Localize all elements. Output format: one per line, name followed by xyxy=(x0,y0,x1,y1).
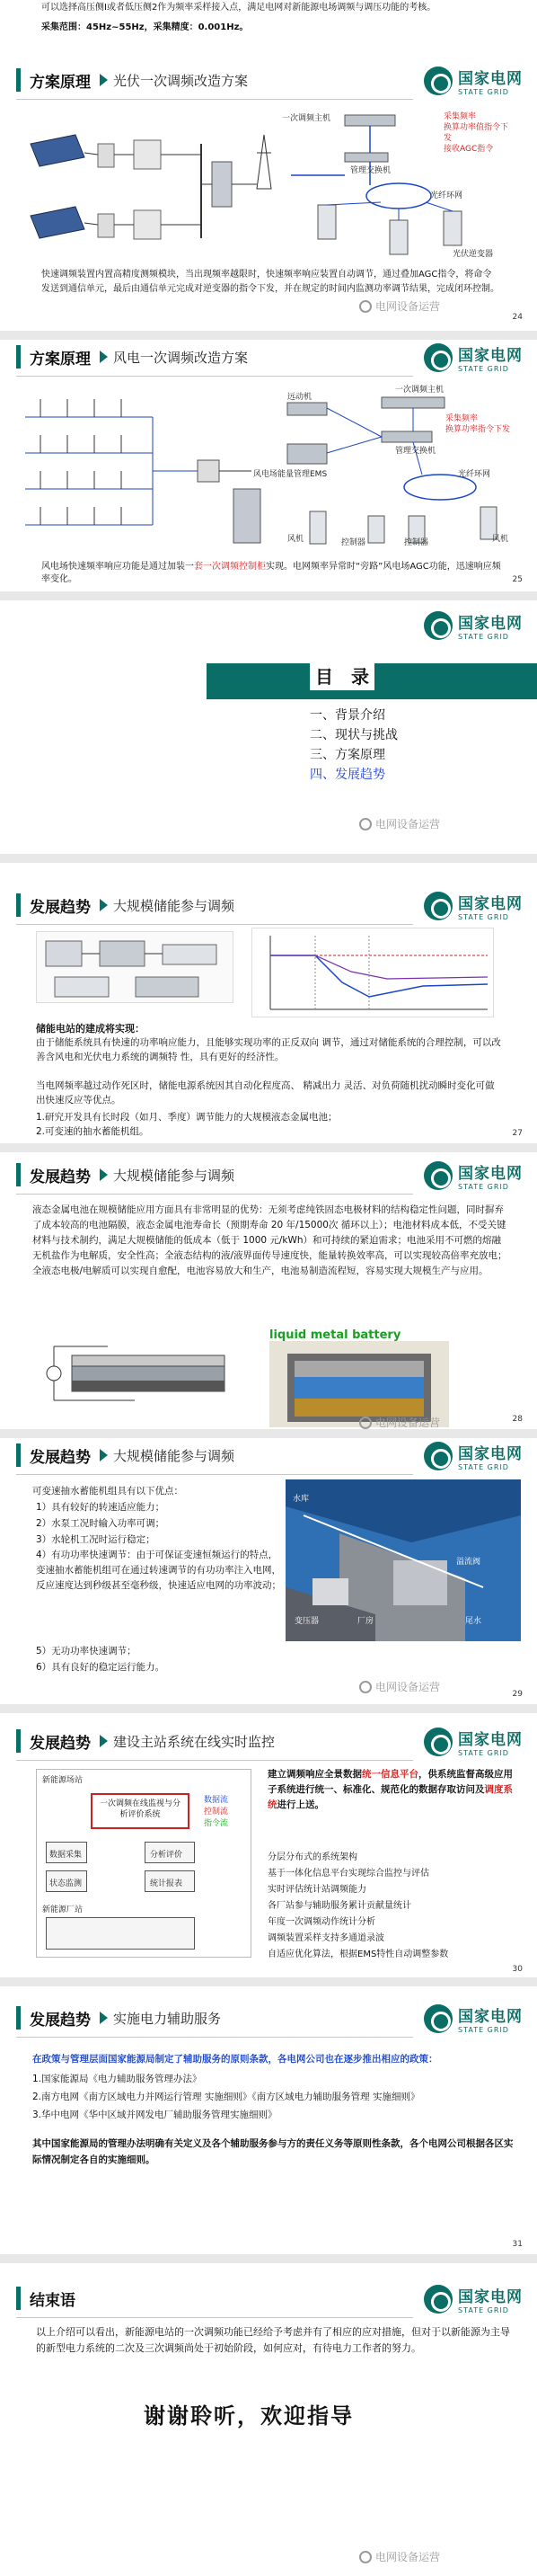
triangle-icon xyxy=(100,1449,108,1461)
wind-red-note: 采集频率 换算功率指令下发 xyxy=(445,414,511,434)
title-divider xyxy=(16,376,413,377)
subtitle-text: 建设主站系统在线实时监控 xyxy=(113,1733,276,1750)
reservoir-label: 水库 xyxy=(293,1495,310,1504)
fan-label: 风机 xyxy=(287,535,304,544)
wind-diagram-svg xyxy=(18,381,521,552)
slide-trend-2 xyxy=(0,1152,537,1429)
diagram-right-2 xyxy=(145,1870,195,1892)
watermark-text: 电网设备运营 xyxy=(375,2551,441,2563)
end-body: 以上介绍可以看出，新能源电站的一次调频功能已经给予考虑并有了相应的应对措施，但对于以新能源为主导的新型电力系统的二次及三次调频尚处于初始阶段，如何应对，有待电力工作者的努力。 xyxy=(36,2326,510,2354)
logo-cn: 国家电网 xyxy=(458,1445,523,1463)
title-accent-bar xyxy=(16,1443,21,1467)
pv-body: 快速调频装置内置高精度测频模块，当出现频率越限时，快速频率响应装置自动调节，通过叠加AGC指令，将命令发送到通信单元，最后由通信单元完成对逆变器的指令下发，并在规定的时间内监测功率调节结果，完成闭环控制。 xyxy=(41,270,499,294)
watermark-text: 电网设备运营 xyxy=(375,1417,441,1429)
logo-cn: 国家电网 xyxy=(458,1731,523,1749)
wind-body-a: 风电场快速频率响应功能是通过加装一 xyxy=(41,562,194,572)
state-grid-logo xyxy=(424,1438,524,1474)
title-accent-bar xyxy=(16,2287,21,2310)
subtitle-text: 大规模储能参与调频 xyxy=(113,897,235,914)
title-divider xyxy=(16,1474,413,1475)
watermark-icon xyxy=(359,818,372,831)
diagram-right-2-label: 统计报表 xyxy=(150,1879,183,1888)
ring-label: 光纤环网 xyxy=(430,191,463,200)
pv-diagram-svg xyxy=(22,108,515,261)
slide-wind xyxy=(0,340,537,591)
ems-label: 风电场能量管理EMS xyxy=(253,470,328,479)
tailwater-label: 尾水 xyxy=(465,1617,482,1626)
diagram-left-1 xyxy=(46,1842,87,1863)
section-title: 方案原理 xyxy=(30,350,91,369)
storage-system-svg xyxy=(37,932,234,1004)
page-number: 29 xyxy=(512,1690,523,1699)
page-number: 24 xyxy=(512,313,523,322)
trend2-body: 液态金属电池在规模储能应用方面具有非常明显的优势：无须考虑纯铁固态电极材料的结构稳定性问题，同时摒弃了成本较高的电池隔膜，液态金属电池寿命长（预期寿命 20 年/15000次 循环以上）；电池材料成本低，不受关键材料与技术制约，满足大规模储能的低成本（低于 1000 元/kWh）和可持续的紧迫需求；电池采用不可燃的熔融 无机盐作为电解质，安全性高；全液态结构的液/液界面传导速度快，能量转换效率高，可以实现较高倍率充放电；全液态电极/电解质可以实现自愈配，电池容易放大和生产，电池易制造流程短，容易实现大规模生产与应用。 xyxy=(32,1204,507,1276)
trend5-item-1: 1.国家能源局《电力辅助服务管理办法》 xyxy=(32,2074,202,2084)
title-accent-bar xyxy=(16,345,21,369)
title-accent-bar xyxy=(16,893,21,917)
title-accent-bar xyxy=(16,68,21,92)
logo-text xyxy=(458,2284,523,2314)
slide-trend-4 xyxy=(0,1713,537,1977)
state-grid-logo xyxy=(424,2281,524,2317)
title-accent-bar xyxy=(16,1163,21,1186)
slide-separator xyxy=(0,331,537,340)
logo-text xyxy=(458,610,523,641)
slide-end xyxy=(0,2263,537,2576)
watermark xyxy=(359,1679,440,1694)
trend1-body2: 当电网频率越过动作死区时，储能电源系统因其自动化程度高、 精减出力 灵活、对负荷随机扰动瞬时变化可做出快速反应等优点。 xyxy=(36,1080,495,1106)
toc-title: 目 录 xyxy=(310,663,374,690)
subtitle-text: 风电一次调频改造方案 xyxy=(113,349,249,366)
watermark-text: 电网设备运营 xyxy=(375,300,441,313)
wind-body xyxy=(41,561,508,586)
state-grid-logo-icon xyxy=(424,67,453,95)
intro-strip xyxy=(0,0,537,40)
slide-subtitle xyxy=(100,348,248,367)
trend4-list-4: 各厂站参与辅助服务累计贡献量统计 xyxy=(268,1901,411,1911)
slide-separator xyxy=(0,1977,537,1986)
diagram-left-2 xyxy=(46,1870,87,1892)
diagram-bottom-label: 新能源厂站 xyxy=(42,1905,84,1914)
surge-label: 溢流阀 xyxy=(456,1558,481,1567)
switch-label: 管理交换机 xyxy=(350,166,392,175)
logo-text xyxy=(458,1727,523,1757)
logo-text xyxy=(458,2003,523,2034)
trend3-item-6: 6）具有良好的稳定运行能力。 xyxy=(36,1662,165,1673)
slide-subtitle xyxy=(100,71,248,90)
wind-turbine-grid xyxy=(25,417,198,525)
trend4-body-a: 建立调频响应全景数据 xyxy=(268,1769,362,1780)
trend3-item-1: 1）具有较好的转速适应能力； xyxy=(36,1502,165,1513)
state-grid-logo xyxy=(424,2001,524,2037)
triangle-icon xyxy=(100,899,108,911)
logo-cn: 国家电网 xyxy=(458,2288,523,2306)
slide-title xyxy=(16,1729,275,1753)
intro-line2-value: 45Hz~55Hz，采集精度：0.001Hz。 xyxy=(86,22,249,32)
intro-line2-label: 采集范围： xyxy=(41,22,86,32)
slide-subtitle xyxy=(100,1732,275,1751)
trend4-list-6: 调频装置采样支持多通道录波 xyxy=(268,1933,384,1943)
pv-diagram xyxy=(22,108,515,261)
trend1-body: 由于储能系统具有快速的功率响应能力，且能够实现功率的正反双向 调节，通过对储能系统的合理控制，可以改善含风电和光伏电力系统的调频特 性，具有更好的经济性。 xyxy=(36,1037,501,1062)
diagram-center-box xyxy=(91,1793,189,1829)
fan-label-2: 风机 xyxy=(492,535,509,544)
transformer-label: 变压器 xyxy=(295,1617,320,1626)
wind-body-b: 实现。电网频率异常时“旁路”风电场AGC功能，迅速响应频率变化。 xyxy=(41,562,501,584)
logo-cn: 国家电网 xyxy=(458,615,523,633)
slide-trend-1 xyxy=(0,863,537,1143)
pumped-storage-svg xyxy=(286,1479,521,1641)
watermark xyxy=(359,1415,440,1429)
watermark-icon xyxy=(359,300,372,313)
logo-cn: 国家电网 xyxy=(458,347,523,365)
state-grid-logo xyxy=(424,608,524,644)
trend3-intro: 可变速抽水蓄能机组具有以下优点： xyxy=(32,1486,183,1497)
watermark-icon xyxy=(359,2551,372,2563)
trend1-item2: 2.可变速的抽水蓄能机组。 xyxy=(36,1126,149,1137)
main-unit-label: 一次调频主机 xyxy=(395,386,445,395)
remote-label: 远动机 xyxy=(287,393,313,402)
diagram-right-1 xyxy=(145,1842,195,1863)
battery-schematic xyxy=(36,1328,260,1418)
end-thanks: 谢谢聆听，欢迎指导 xyxy=(144,2403,354,2429)
tower-icon xyxy=(257,135,271,189)
logo-en: STATE GRID xyxy=(458,1749,509,1757)
diagram-bottom-box xyxy=(46,1917,195,1950)
watermark xyxy=(359,2549,440,2564)
page-number: 30 xyxy=(512,1965,523,1974)
solar-panel-icon xyxy=(31,135,84,238)
state-grid-logo-icon xyxy=(424,1728,453,1756)
slide-title xyxy=(16,1163,234,1186)
watermark-text: 电网设备运营 xyxy=(375,818,441,831)
slide-pv xyxy=(0,43,537,331)
logo-text xyxy=(458,342,523,373)
intro-line1: 可以选择高压侧I或者低压侧2作为频率采样接入点，满足电网对新能源电场调频与调压功能的考核。 xyxy=(41,3,436,13)
trend1-head: 储能电站的建成将实现： xyxy=(36,1023,145,1035)
logo-cn: 国家电网 xyxy=(458,895,523,913)
logo-cn: 国家电网 xyxy=(458,2008,523,2026)
trend3-item-5: 5）无功功率快速调节； xyxy=(36,1646,136,1657)
watermark xyxy=(359,298,440,314)
toc-item-1[interactable]: 一、背景介绍 xyxy=(310,708,385,723)
ring-label: 光纤环网 xyxy=(458,470,491,479)
logo-en: STATE GRID xyxy=(458,2306,509,2314)
trend5-item-2: 2.南方电网《南方区域电力并网运行管理 实施细则》《南方区域电力辅助服务管理 实施细则》 xyxy=(32,2092,420,2102)
wind-diagram xyxy=(18,381,521,552)
title-divider xyxy=(16,924,413,925)
logo-cn: 国家电网 xyxy=(458,70,523,88)
wind-turbine-icon xyxy=(40,399,121,525)
subtitle-text: 大规模储能参与调频 xyxy=(113,1447,235,1464)
slide-subtitle xyxy=(100,2009,221,2028)
slide-separator xyxy=(0,1143,537,1152)
triangle-icon xyxy=(100,351,108,363)
slide-separator xyxy=(0,591,537,600)
pv-red-note: 采集频率 换算功率值指令下发 接收AGC指令 xyxy=(444,112,509,154)
legend-item-1: 数据流 xyxy=(204,1796,229,1805)
toc-item-2[interactable]: 二、现状与挑战 xyxy=(310,728,398,742)
trend4-list-7: 自适应优化算法，根据EMS特性自动调整参数 xyxy=(268,1950,449,1959)
state-grid-logo-icon xyxy=(424,2004,453,2033)
logo-text xyxy=(458,66,523,96)
diagram-center-label: 一次调频在线监视与分析评价系统 xyxy=(99,1799,180,1819)
logo-text xyxy=(458,1441,523,1471)
legend-item-2: 控制流 xyxy=(204,1808,229,1817)
state-grid-logo xyxy=(424,63,524,99)
state-grid-logo-icon xyxy=(424,1161,453,1190)
triangle-icon xyxy=(100,1735,108,1747)
state-grid-logo-icon xyxy=(424,1442,453,1470)
state-grid-logo-icon xyxy=(424,892,453,920)
logo-en: STATE GRID xyxy=(458,2026,509,2034)
frequency-chart-svg xyxy=(252,928,495,1018)
trend3-item-3: 3）水轮机工况时运行稳定； xyxy=(36,1534,155,1545)
controller-label: 控制器 xyxy=(341,538,366,547)
triangle-icon xyxy=(100,1168,108,1181)
slide-trend-5 xyxy=(0,1986,537,2254)
section-title: 发展趋势 xyxy=(30,1448,91,1467)
title-divider xyxy=(16,99,413,100)
trend4-body-c: 进行上送。 xyxy=(277,1799,324,1810)
state-grid-logo xyxy=(424,340,524,376)
title-accent-bar xyxy=(16,1729,21,1753)
title-divider xyxy=(16,1194,413,1195)
trend4-list-5: 年度一次调频动作统计分析 xyxy=(268,1917,375,1927)
watermark xyxy=(359,816,440,831)
pumped-storage-image xyxy=(286,1479,521,1641)
logo-en: STATE GRID xyxy=(458,913,509,921)
state-grid-logo xyxy=(424,1158,524,1194)
slide-separator xyxy=(0,2254,537,2263)
switch-label: 管理交换机 xyxy=(395,447,436,456)
slide-title xyxy=(16,345,248,369)
legend-item-3: 指令流 xyxy=(204,1819,229,1828)
page-number: 28 xyxy=(512,1415,523,1424)
monitoring-diagram xyxy=(36,1769,251,1958)
slide-subtitle xyxy=(100,896,234,915)
storage-system-image xyxy=(36,931,233,1003)
section-title: 发展趋势 xyxy=(30,2011,91,2030)
triangle-icon xyxy=(100,74,108,86)
subtitle-text: 大规模储能参与调频 xyxy=(113,1167,235,1184)
trend3-item-2: 2）水泵工况时输入功率可调； xyxy=(36,1518,165,1529)
logo-en: STATE GRID xyxy=(458,365,509,373)
trend4-list-1: 分层分布式的系统架构 xyxy=(268,1852,357,1862)
title-accent-bar xyxy=(16,2006,21,2030)
title-divider xyxy=(16,1760,413,1761)
subtitle-text: 实施电力辅助服务 xyxy=(113,2010,222,2027)
subtitle-text: 光伏一次调频改造方案 xyxy=(113,72,249,89)
trend5-tail: 其中国家能源局的管理办法明确有关定义及各个辅助服务参与方的责任义务等原则性条款，各个电网公司根据各区实际情况制定各自的实施细则。 xyxy=(32,2138,514,2165)
logo-en: STATE GRID xyxy=(458,1463,509,1471)
slide-separator xyxy=(0,854,537,863)
state-grid-logo-icon xyxy=(424,343,453,372)
diagram-legend xyxy=(204,1793,249,1828)
toc-item-3[interactable]: 三、方案原理 xyxy=(310,748,385,762)
slide-title xyxy=(16,2287,75,2310)
logo-text xyxy=(458,1160,523,1191)
slide-title xyxy=(16,1443,234,1467)
controller-label-2: 控制器 xyxy=(404,538,429,547)
watermark-icon xyxy=(359,1681,372,1693)
section-title: 方案原理 xyxy=(30,73,91,92)
title-divider xyxy=(16,2317,413,2318)
trend5-item-3: 3.华中电网《华中区域并网发电厂辅助服务管理实施细则》 xyxy=(32,2110,277,2120)
slide-subtitle xyxy=(100,1166,234,1185)
section-title: 发展趋势 xyxy=(30,898,91,917)
trend4-list-2: 基于一体化信息平台实现综合监控与评估 xyxy=(268,1869,429,1879)
state-grid-logo xyxy=(424,1724,524,1760)
trend4-body-b: ，供系统监督高级应用子系统进行统一、标准化、规范化的数据存取访问及 xyxy=(268,1769,513,1795)
slide-subtitle xyxy=(100,1446,234,1465)
section-title: 结束语 xyxy=(30,2291,75,2310)
toc-item-4[interactable]: 四、发展趋势 xyxy=(310,768,385,782)
logo-en: STATE GRID xyxy=(458,633,509,641)
slide-separator xyxy=(0,1704,537,1713)
trend5-lead: 在政策与管理层面国家能源局制定了辅助服务的原则条款，各电网公司也在逐步推出相应的政策： xyxy=(32,2054,438,2065)
section-title: 发展趋势 xyxy=(30,1734,91,1753)
logo-en: STATE GRID xyxy=(458,1183,509,1191)
page-number: 25 xyxy=(512,575,523,584)
wind-body-red: 套一次调频控制柜 xyxy=(194,562,266,572)
triangle-icon xyxy=(100,2012,108,2024)
diagram-right-1-label: 分析评价 xyxy=(150,1851,183,1860)
diagram-top-label: 新能源场站 xyxy=(42,1776,84,1785)
slide-trend-3 xyxy=(0,1438,537,1704)
slide-title xyxy=(16,893,234,917)
page-number: 27 xyxy=(512,1129,523,1138)
watermark-text: 电网设备运营 xyxy=(375,1681,441,1693)
diagram-left-2-label: 状态监测 xyxy=(49,1879,83,1888)
diagram-left-1-label: 数据采集 xyxy=(49,1851,83,1860)
inverter-label: 光伏逆变器 xyxy=(453,250,494,259)
state-grid-logo-icon xyxy=(424,611,453,640)
trend4-body-red1: 统一信息平台 xyxy=(362,1769,418,1780)
battery-label: liquid metal battery xyxy=(269,1328,401,1342)
title-divider xyxy=(16,2037,413,2038)
watermark-icon xyxy=(359,1417,372,1429)
slide-separator xyxy=(0,1429,537,1438)
logo-en: STATE GRID xyxy=(458,88,509,96)
main-unit-label: 一次调频主机 xyxy=(282,114,331,123)
battery-schematic-svg xyxy=(36,1328,260,1418)
logo-cn: 国家电网 xyxy=(458,1165,523,1183)
trend4-list-3: 实时评估统计站调频能力 xyxy=(268,1885,366,1895)
section-title: 发展趋势 xyxy=(30,1168,91,1186)
logo-text xyxy=(458,891,523,921)
slide-toc xyxy=(0,600,537,854)
slide-title xyxy=(16,2006,221,2030)
plant-label: 厂房 xyxy=(357,1617,374,1626)
page-number: 31 xyxy=(512,2240,523,2249)
trend4-body-red2: 调度系统 xyxy=(268,1784,513,1810)
trend3-item-4: 4）有功功率快速调节：由于可保证变速恒频运行的特点，变速抽水蓄能机组可在通过转速调节的有功功率注入电网，反应速度达到秒级甚至毫秒级，快速适应电网的功率波动； xyxy=(36,1550,281,1591)
frequency-response-chart xyxy=(251,928,494,1017)
intro-line2 xyxy=(41,20,248,36)
state-grid-logo-icon xyxy=(424,2285,453,2314)
trend4-body xyxy=(268,1767,519,1813)
trend1-item1: 1.研究开发具有长时段（如月、季度）调节能力的大规模液态金属电池； xyxy=(36,1112,338,1123)
slide-title xyxy=(16,68,248,92)
state-grid-logo xyxy=(424,888,524,924)
